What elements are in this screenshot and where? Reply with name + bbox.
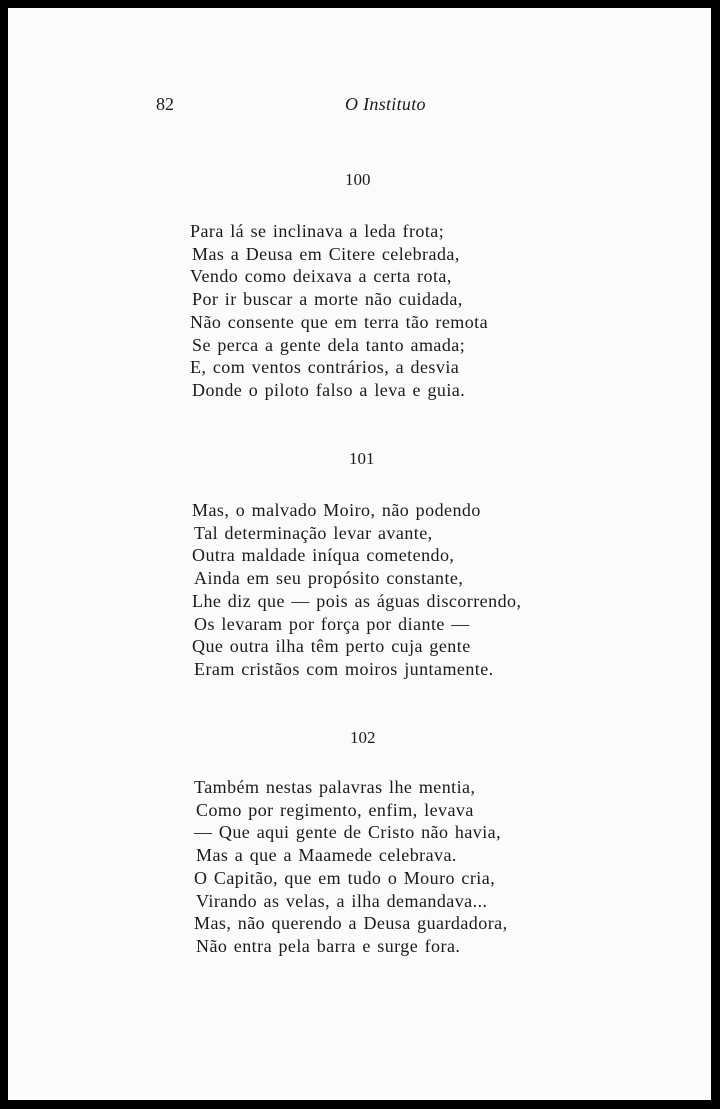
verse-line: Os levaram por força por diante — <box>194 613 470 634</box>
verse-line: Outra maldade iníqua cometendo, <box>192 545 455 566</box>
verse-line: Ainda em seu propósito constante, <box>194 568 464 589</box>
running-title: O Instituto <box>345 94 426 114</box>
verse-line: Mas a Deusa em Citere celebrada, <box>192 243 460 264</box>
verse-line: Também nestas palavras lhe mentia, <box>194 777 476 797</box>
stanza-101 <box>192 499 521 681</box>
verse-line: E, com ventos contrários, a desvia <box>190 357 460 378</box>
verse-line: Mas, não querendo a Deusa guardadora, <box>194 913 508 934</box>
stanza-100 <box>190 220 488 402</box>
verse-line: Mas, o malvado Moiro, não podendo <box>192 500 481 520</box>
verse-line: — Que aqui gente de Cristo não havia, <box>194 822 502 843</box>
verse-line: Se perca a gente dela tanto amada; <box>192 334 466 355</box>
book-page <box>8 8 711 1100</box>
verse-line: Não entra pela barra e surge fora. <box>196 935 461 956</box>
verse-line: Como por regimento, enfim, levava <box>196 799 474 820</box>
verse-line: Virando as velas, a ilha demandava... <box>196 890 488 911</box>
stanza-number-101: 101 <box>349 449 375 468</box>
verse-line: Não consente que em terra tão remota <box>190 311 489 332</box>
verse-line: Vendo como deixava a certa rota, <box>190 266 452 287</box>
verse-line: Tal determinação levar avante, <box>194 522 433 543</box>
verse-line: Eram cristãos com moiros juntamente. <box>194 658 494 679</box>
page-number: 82 <box>156 94 174 114</box>
stanza-number-100: 100 <box>345 170 371 189</box>
verse-line: Por ir buscar a morte não cuidada, <box>192 289 463 310</box>
verse-line: Que outra ilha têm perto cuja gente <box>192 636 471 657</box>
verse-line: Para lá se inclinava a leda frota; <box>190 221 445 241</box>
verse-line: Mas a que a Maamede celebrava. <box>196 845 457 866</box>
verse-line: Lhe diz que — pois as águas discorrendo, <box>192 590 522 611</box>
verse-line: Donde o piloto falso a leva e guia. <box>192 379 466 400</box>
stanza-102 <box>194 776 508 958</box>
verse-line: O Capitão, que em tudo o Mouro cria, <box>194 867 496 888</box>
stanza-number-102: 102 <box>350 728 376 747</box>
